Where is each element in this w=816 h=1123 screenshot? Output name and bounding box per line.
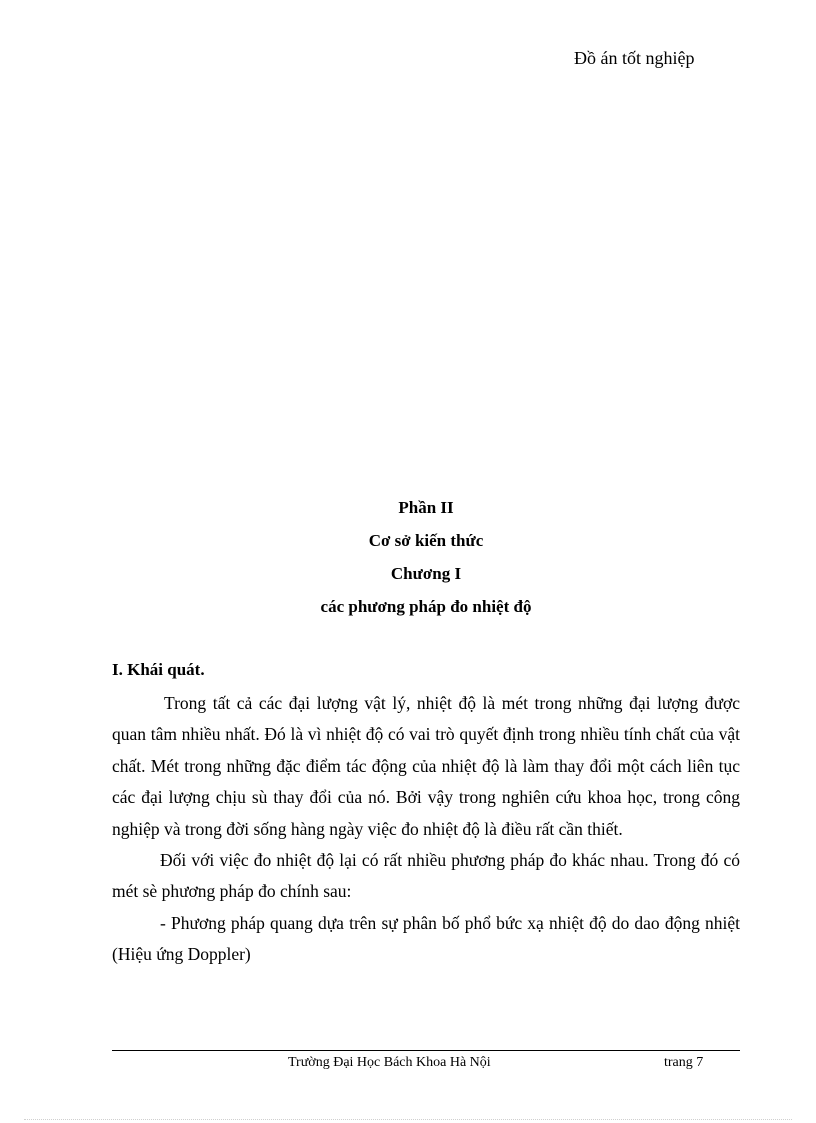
part-title: Phần II bbox=[398, 498, 454, 517]
body-paragraph: Trong tất cả các đại lượng vật lý, nhiệt độ là mét trong những đại lượng được quan tâm nhiều nhất. Đó là vì nhiệt độ có vai trò quyết định trong nhiều tính chất của vật chất. Mét trong những đặc điểm tác động của nhiệt độ là làm thay đổi một cách liên tục các đại lượng chịu sù thay đổi của nó. Bởi vậy trong nghiên cứu khoa học, trong công nghiệp và trong đời sống hàng ngày việc đo nhiệt độ là điều rất cần thiết. bbox=[112, 693, 740, 839]
section-overview bbox=[112, 658, 740, 971]
footer-school-name: Trường Đại Học Bách Khoa Hà Nội bbox=[288, 1055, 491, 1070]
body-paragraph: Đối với việc đo nhiệt độ lại có rất nhiều phương pháp đo khác nhau. Trong đó có mét sè phương pháp đo chính sau: bbox=[112, 850, 740, 902]
section-title: I. Khái quát. bbox=[112, 660, 205, 679]
part-subtitle: Cơ sở kiến thức bbox=[368, 531, 484, 550]
document-header-title: Đồ án tốt nghiệp bbox=[574, 48, 695, 68]
body-paragraph: - Phương pháp quang dựa trên sự phân bố phổ bức xạ nhiệt độ do dao động nhiệt (Hiệu ứng Doppler) bbox=[112, 912, 740, 965]
chapter-title: các phương pháp đo nhiệt độ bbox=[320, 597, 532, 616]
chapter-heading bbox=[112, 494, 740, 626]
page-bottom-border bbox=[24, 1119, 792, 1120]
footer-divider bbox=[112, 1050, 740, 1051]
page-footer bbox=[112, 1055, 740, 1075]
footer-page-number: trang 7 bbox=[664, 1055, 704, 1070]
chapter-number: Chương I bbox=[390, 564, 462, 583]
